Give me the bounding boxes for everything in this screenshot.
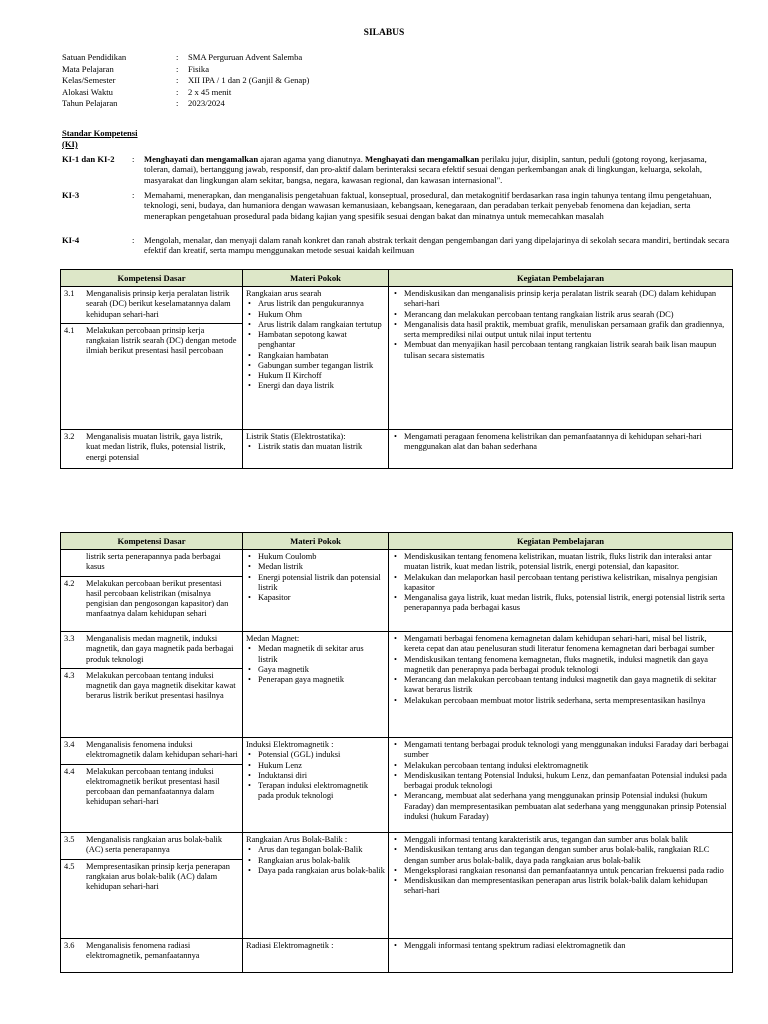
materi-list (246, 644, 385, 685)
kd-cell (61, 939, 243, 973)
kegiatan-cell (389, 287, 733, 430)
materi-title: Radiasi Elektromagnetik : (246, 941, 334, 950)
list-item: • Energi potensial listrik dan potensial listrik (258, 573, 385, 594)
table-row (61, 939, 733, 973)
list-item: • Merancang dan melakukan percobaan tentang induksi magnetik dan gaya magnetik di sekitar kawat berarus listrik (404, 675, 729, 696)
list-item: • Mengamati tentang berbagai produk teknologi yang menggunakan induksi Faraday dari berbagai sumber (404, 740, 729, 761)
kd-number: 4.2 (64, 578, 75, 588)
kegiatan-cell (389, 939, 733, 973)
kegiatan-list (392, 941, 729, 951)
list-item: • Arus dan tegangan bolak-Balik (258, 845, 385, 855)
list-item: • Hukum Ohm (258, 310, 385, 320)
header-kegiatan: Kegiatan Pembelajaran (389, 533, 733, 550)
kd-text: Mempresentasikan prinsip kerja penerapan rangkaian arus bolak-balik (AC) dalam kehidupan sehari-hari (86, 861, 230, 891)
list-item: • Arus listrik dalam rangkaian tertutup (258, 320, 385, 330)
syllabus-table-1 (60, 269, 733, 469)
list-item: • Mengamati peragaan fenomena kelistrikan dan pemanfaatannya di kehidupan sehari-hari menggunakan alat dan bahan sederhana (404, 432, 729, 453)
list-item: • Gabungan sumber tegangan listrik (258, 361, 385, 371)
ki-4: KI-4 : Mengolah, menalar, dan menyaji dalam ranah konkret dan ranah abstrak terkait dengan pengembangan dari yang dipelajarinya di sekolah secara mandiri, bertindak secara efektif dan kreatif, serta mampu menggunakan metode sesuai kaidah keilmuan (62, 235, 730, 256)
ki-3: KI-3 : Memahami, menerapkan, dan menganalisis pengetahuan faktual, konseptual, prosedural, dan metakognitif berdasarkan rasa ingin tahunya tentang ilmu pengetahuan, teknologi, seni, budaya, dan humaniora dengan wawasan kemanusiaan, kebangsaan, kenegaraan, dan peradaban terkait penyebab fenomena dan kejadian, serta menerapkan pengetahuan prosedural pada bidang kajian yang spesifik sesuai dengan bakat dan minatnya untuk memecahkan masalah (62, 190, 730, 221)
kegiatan-list (392, 432, 729, 453)
ki-label: KI-4 (62, 235, 80, 245)
kd-text: Menganalisis muatan listrik, gaya listrik, kuat medan listrik, fluks, potensial listrik, energi potensial (86, 432, 226, 462)
list-item: • Terapan induksi elektromagnetik pada produk teknologi (258, 781, 385, 802)
kd-cell (61, 833, 243, 939)
ki-label: KI-1 dan KI-2 (62, 154, 115, 164)
syllabus-table-2 (60, 532, 733, 973)
list-item: • Mendiskusikan dan menganalisis prinsip kerja peralatan listrik searah (DC) dalam kehidupan sehari-hari (404, 289, 729, 310)
ki-text: Menghayati dan mengamalkan ajaran agama yang dianutnya. Menghayati dan mengamalkan perilaku jujur, disiplin, santun, peduli (gotong royong, kerjasama, toleran, damai), bertanggung jawab, responsif, dan pro-aktif dalam berinteraksi secara efektif sesuai dengan perkembangan anak di lingkungan, keluarga, sekolah, masyarakat dan lingkungan alam sekitar, bangsa, negara, kawasan regional, dan kawasan internasional". (144, 154, 707, 185)
table-row (61, 287, 733, 430)
kd-text: listrik serta penerapannya pada berbagai kasus (86, 552, 221, 572)
kegiatan-cell (389, 833, 733, 939)
info-label: Tahun Pelajaran (62, 98, 118, 109)
list-item: • Mengamati berbagai fenomena kemagnetan dalam kehidupan sehari-hari, misal bel listrik, kereta cepat dan atau penelusuran studi literatur fenomena kemagnetan dari berbagai sumber (404, 634, 729, 655)
kd-cell (61, 550, 243, 632)
table-row (61, 550, 733, 632)
kd-text: Menganalisis medan magnetik, induksi magnetik, dan gaya magnetik pada berbagai produk teknologi (86, 634, 234, 664)
standar-line: Standar Kompetensi (62, 128, 138, 138)
list-item: • Arus listrik dan pengukurannya (258, 299, 385, 309)
table-header-row (61, 270, 733, 287)
kd-text: Menganalisis prinsip kerja peralatan listrik searah (DC) berikut keselamatannya dalam kehidupan sehari-hari (86, 289, 231, 319)
list-item: • Mendiskusikan tentang Potensial Induksi, hukum Lenz, dan pemanfaatan Potensial induksi pada berbagai produk teknologi (404, 771, 729, 792)
info-row: Kelas/Semester : XII IPA / 1 dan 2 (Ganjil & Genap) (62, 75, 310, 86)
header-materi-pokok: Materi Pokok (243, 533, 389, 550)
kegiatan-cell (389, 550, 733, 632)
materi-list (246, 442, 385, 452)
materi-list (246, 845, 385, 876)
info-value: 2 x 45 menit (188, 86, 232, 97)
kd-text: Melakukan percobaan berikut presentasi hasil percobaan kelistrikan (misalnya pengisian dan pengosongan kapasitor) dan manfaatnya dalam kehidupan sehari (86, 578, 229, 619)
kd-cell (61, 287, 243, 430)
kd-cell (61, 738, 243, 833)
materi-list (246, 750, 385, 801)
standar-line: (KI) (62, 139, 78, 149)
materi-cell (243, 939, 389, 973)
info-row: Alokasi Waktu : 2 x 45 menit (62, 86, 232, 97)
list-item: • Menganalisis data hasil praktik, membuat grafik, menuliskan persamaan grafik dan gradiennya, serta memprediksi nilai output untuk nilai input tertentu (404, 320, 729, 341)
page-title: SILABUS (363, 28, 405, 38)
header-materi-pokok: Materi Pokok (243, 270, 389, 287)
list-item: • Merancang, membuat alat sederhana yang menggunakan prinsip Potensial induksi (hukum Faraday) dan mempresentasikan pembuatan alat sederhana yang menggunakan prinsip Potensial induksi (hukum Faraday) (404, 791, 729, 822)
list-item: • Menganalisa gaya listrik, kuat medan listrik, fluks, potensial listrik, energi potensial listrik serta penerapannya pada berbagai kasus (404, 593, 729, 614)
list-item: • Penerapan gaya magnetik (258, 675, 385, 685)
ki-1-2: KI-1 dan KI-2 : Menghayati dan mengamalkan ajaran agama yang dianutnya. Menghayati dan mengamalkan perilaku jujur, disiplin, santun, peduli (gotong royong, kerjasama, toleran, damai), bertanggung jawab, responsif, dan pro-aktif dalam berinteraksi secara efektif sesuai dengan perkembangan anak di lingkungan, keluarga, sekolah, masyarakat dan lingkungan alam sekitar, bangsa, negara, kawasan regional, dan kawasan internasional". (62, 154, 730, 185)
list-item: • Medan magnetik di sekitar arus listrik (258, 644, 385, 665)
list-item: • Potensial (GGL) induksi (258, 750, 385, 760)
info-label: Satuan Pendidikan (62, 52, 127, 62)
table-header-row (61, 533, 733, 550)
kegiatan-cell (389, 738, 733, 833)
kd-text: Menganalisis fenomena induksi elektromagnetik dalam kehidupan sehari-hari (86, 740, 238, 760)
materi-cell (243, 632, 389, 738)
list-item: • Energi dan daya listrik (258, 381, 385, 391)
kd-number: 4.3 (64, 670, 75, 680)
materi-list (246, 552, 385, 603)
kegiatan-cell (389, 632, 733, 738)
header-kompetensi-dasar: Kompetensi Dasar (61, 270, 243, 287)
kd-number: 4.1 (64, 325, 75, 335)
info-value: SMA Perguruan Advent Salemba (188, 52, 303, 62)
info-row: Tahun Pelajaran : 2023/2024 (62, 98, 225, 109)
header-kompetensi-dasar: Kompetensi Dasar (61, 533, 243, 550)
table-row (61, 833, 733, 939)
list-item: • Mendiskusikan dan mempresentasikan penerapan arus listrik bolak-balik dalam kehidupan sehari-hari (404, 876, 729, 897)
info-row: Mata Pelajaran : Fisika (62, 63, 210, 74)
table-row (61, 738, 733, 833)
list-item: • Melakukan percobaan membuat motor listrik sederhana, serta mempresentasikan hasilnya (404, 696, 729, 706)
kd-cell (61, 632, 243, 738)
standar-kompetensi-heading (62, 128, 138, 150)
list-item: • Merancang dan melakukan percobaan tentang rangkaian listrik arus searah (DC) (404, 310, 729, 320)
materi-title: Induksi Elektromagnetik : (246, 740, 334, 749)
kd-cell (61, 430, 243, 469)
info-label: Mata Pelajaran (62, 63, 114, 74)
list-item: • Gaya magnetik (258, 665, 385, 675)
materi-title: Medan Magnet: (246, 634, 300, 643)
materi-cell (243, 738, 389, 833)
kegiatan-cell (389, 430, 733, 469)
list-item: • Kapasitor (258, 593, 385, 603)
kd-number: 4.4 (64, 766, 75, 776)
list-item: • Membuat dan menyajikan hasil percobaan tentang rangkaian listrik searah baik lisan maupun tulisan secara sistematis (404, 340, 729, 361)
list-item: • Listrik statis dan muatan listrik (258, 442, 385, 452)
kd-text: Melakukan percobaan tentang induksi elektromagnetik berikut presentasi hasil percobaan dan pemanfaatannya dalam kehidupan sehari-hari (86, 766, 220, 807)
table-row (61, 430, 733, 469)
identity-block (62, 52, 722, 110)
materi-cell (243, 430, 389, 469)
ki-label: KI-3 (62, 190, 80, 200)
kegiatan-list (392, 835, 729, 897)
kd-number: 3.5 (64, 835, 75, 844)
kd-number: 4.5 (64, 861, 75, 871)
list-item: • Mendiskusikan tentang fenomena kelistrikan, muatan listrik, fluks listrik dan interaksi antar muatan listrik, kuat medan listrik, potensial listrik, energi potensial, dan kapasitor. (404, 552, 729, 573)
list-item: • Rangkaian arus bolak-balik (258, 856, 385, 866)
info-row: Satuan Pendidikan : SMA Perguruan Advent Salemba (62, 52, 303, 62)
list-item: • Mendiskusikan tentang arus dan tegangan dengan sumber arus bolak-balik, rangkaian RLC dengan sumber arus bolak-balik, daya pada rangkaian arus bolak-balik (404, 845, 729, 866)
list-item: • Hambatan sepotong kawat penghantar (258, 330, 385, 351)
kd-text: Melakukan percobaan tentang induksi magnetik dan gaya magnetik disekitar kawat berarus listrik berikut presentasi hasilnya (86, 670, 236, 701)
materi-cell (243, 833, 389, 939)
list-item: • Hukum Lenz (258, 761, 385, 771)
table-row (61, 632, 733, 738)
info-value: Fisika (188, 63, 210, 74)
ki-text: Memahami, menerapkan, dan menganalisis pengetahuan faktual, konseptual, prosedural, dan metakognitif berdasarkan rasa ingin tahunya tentang ilmu pengetahuan, teknologi, seni, budaya, dan humaniora dengan wawasan kemanusiaan, kebangsaan, kenegaraan, dan peradaban terkait penyebab fenomena dan kejadian, serta menerapkan pengetahuan prosedural pada bidang kajian yang spesifik sesuai dengan bakat dan minatnya untuk memecahkan masalah (144, 190, 712, 221)
kd-text: Menganalisis rangkaian arus bolak-balik (AC) serta penerapannya (86, 835, 223, 855)
materi-title: Rangkaian Arus Bolak-Balik : (246, 835, 348, 844)
materi-title: Listrik Statis (Elektrostatika): (246, 432, 346, 441)
list-item: • Rangkaian hambatan (258, 351, 385, 361)
list-item: • Melakukan percobaan tentang induksi elektromagnetik (404, 761, 729, 771)
kd-text: Menganalisis fenomena radiasi elektromagnetik, pemanfaatannya (86, 941, 200, 961)
kd-number: 3.6 (64, 941, 75, 950)
list-item: • Medan listrik (258, 562, 385, 572)
list-item: • Hukum II Kirchoff (258, 371, 385, 381)
list-item: • Mengeksplorasi rangkaian resonansi dan pemanfaatannya untuk pencarian frekuensi pada radio (404, 866, 729, 876)
kegiatan-list (392, 740, 729, 822)
kd-number: 3.4 (64, 740, 75, 749)
ki-text: Mengolah, menalar, dan menyaji dalam ranah konkret dan ranah abstrak terkait dengan pengembangan dari yang dipelajarinya di sekolah secara mandiri, bertindak secara efektif dan kreatif, serta mampu menggunakan metode sesuai kaidah keilmuan (144, 235, 730, 256)
header-kegiatan: Kegiatan Pembelajaran (389, 270, 733, 287)
list-item: • Induktansi diri (258, 771, 385, 781)
info-value: 2023/2024 (188, 98, 225, 109)
list-item: • Menggali informasi tentang karakteristik arus, tegangan dan sumber arus bolak balik (404, 835, 729, 845)
kegiatan-list (392, 552, 729, 614)
materi-cell (243, 550, 389, 632)
list-item: • Daya pada rangkaian arus bolak-balik (258, 866, 385, 876)
list-item: • Mendiskusikan tentang fenomena kemagnetan, fluks magnetik, induksi magnetik dan gaya magnetik dan penerapnya pada berbagai produk teknologi (404, 655, 729, 676)
list-item: • Hukum Coulomb (258, 552, 385, 562)
info-value: XII IPA / 1 dan 2 (Ganjil & Genap) (188, 75, 310, 86)
info-label: Kelas/Semester (62, 75, 116, 86)
info-label: Alokasi Waktu (62, 86, 113, 97)
kegiatan-list (392, 289, 729, 361)
kd-text: Melakukan percobaan prinsip kerja rangkaian listrik searah (DC) dengan metode ilmiah berikut presentasi hasil percobaan (86, 325, 237, 356)
materi-list (246, 299, 385, 391)
materi-title: Rangkaian arus searah (246, 289, 322, 298)
materi-cell (243, 287, 389, 430)
list-item: • Melakukan dan melaporkan hasil percobaan tentang peristiwa kelistrikan, misalnya pengisian kapasitor (404, 573, 729, 594)
kd-number: 3.3 (64, 634, 75, 643)
list-item: • Menggali informasi tentang spektrum radiasi elektromagnetik dan (404, 941, 729, 951)
kd-number: 3.2 (64, 432, 75, 441)
kd-number: 3.1 (64, 289, 75, 298)
kegiatan-list (392, 634, 729, 706)
